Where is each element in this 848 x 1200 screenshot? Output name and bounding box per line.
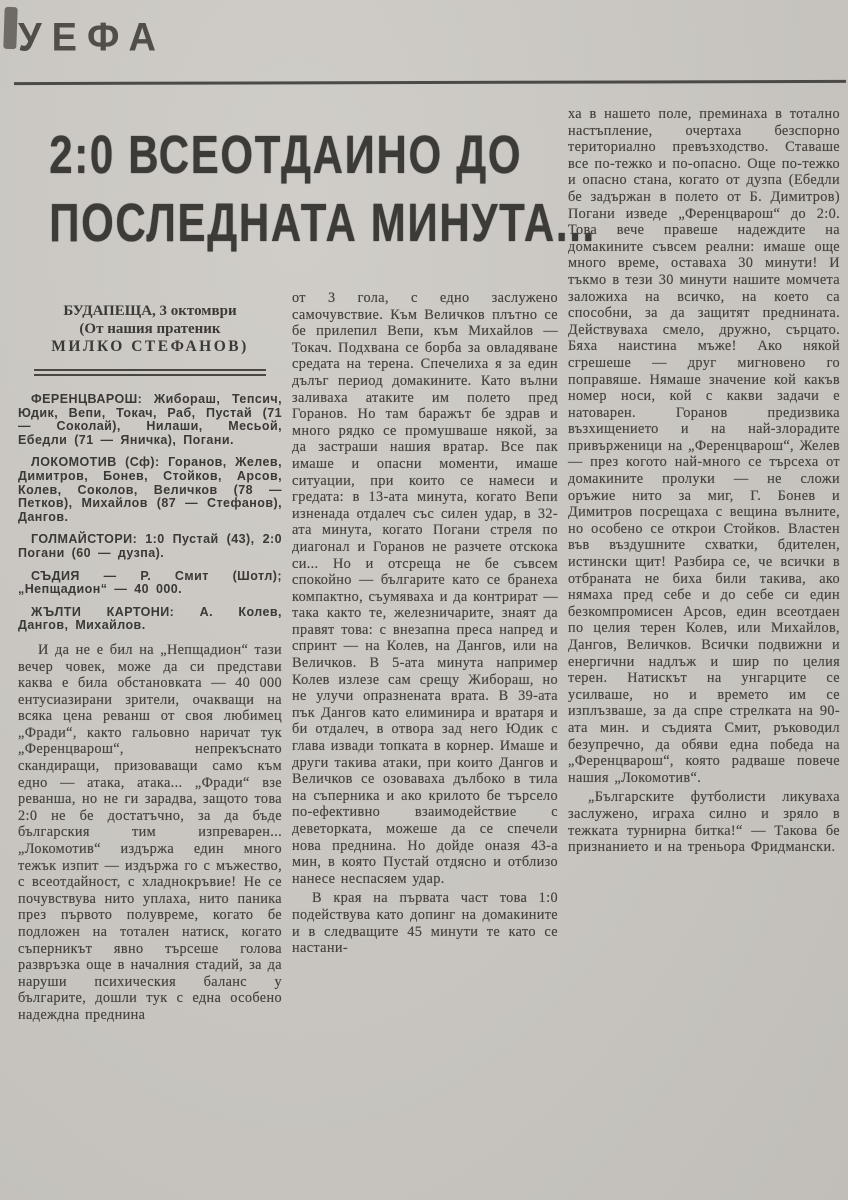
byline-dateline: БУДАПЕЩА, 3 октомври — [63, 303, 237, 319]
byline-separator-rule — [34, 369, 266, 376]
lineup-lokomotiv-label: ЛОКОМОТИВ (Сф): — [31, 455, 160, 470]
goalscorers — [18, 533, 282, 560]
referee-attendance — [18, 570, 282, 597]
article-column-2 — [292, 290, 558, 960]
yellow-cards-text: А. Колев, Дангов, Михайлов. — [18, 604, 282, 633]
body-paragraph: В края на първата част това 1:0 подействува като допинг на домакините и в следващите 45 минути те като се настани- — [292, 890, 558, 957]
lineup-ferencvaros-label: ФЕРЕНЦВАРОШ: — [31, 392, 143, 406]
referee-label: СЪДИЯ — [31, 568, 80, 583]
referee-text: — Р. Смит (Шотл); „Непщадион“ — 40 000. — [18, 568, 282, 597]
body-paragraph: от 3 гола, с едно заслужено самочувствие. Към Величков плътно се бе прилепил Вепи, към Михайлов — Токач. Подхвана се борба за овладяване средата на терена. Спечелиха я за един дълъг период домакините. Като вълни заливаха атаките им полето пред Горанов. Но там баражът бе здрав и много рядко се промушваше някой, за да застраши нашия вратар. Все пак имаше и опасни моменти, имаше ситуации, при които се намеси и гредата: в 13-ата минута, когато Вепи изненада отдалеч със силен удар, в 32-ата минута, когато Погани стреля по диагонал и Горанов не разчете отскока си... Но и отсреща не бе съвсем спокойно — българите като се бранеха компактно, съумяваха и да контрират — така както те, железничарите, знаят да правят това: с внезапна преса напред и спринт — на Колев, на Дангов, или на Величков. В 5-ата минута например Колев излезе сам срещу Жибораш, но не улучи опразнената врата. В 39-ата пък Дангов като елиминира и вратаря и би отдалеч, в отвора зад него Юдик с глава извади топката в корнер. Имаше и други такива атаки, при които Дангов и Величков се озоваваха дълбоко в тила на съперника и ако крилото бе търсело по-ефективно взаимодействие с деветорката, можеше да се спечели нова преднина. Но дойде оназя 43-а мин, в която Пустай отдясно и отблизо нанесе неспасяем удар. — [292, 290, 558, 887]
byline-correspondent-intro: (От нашия пратеник — [79, 321, 221, 337]
lineup-lokomotiv — [18, 456, 282, 524]
scan-artifact-smudge — [3, 7, 17, 49]
body-paragraph: „Българските футболисти ликуваха заслужено, играха силно и зряло в тежката турнирна битка!“ — Такова бе признанието и на треньора Фридмански. — [568, 789, 840, 856]
goalscorers-label: ГОЛМАЙСТОРИ: — [31, 532, 138, 547]
article-column-1 — [18, 302, 282, 1027]
article-headline — [6, 118, 596, 254]
lineup-ferencvaros-players: Жибораш, Тепсич, Юдик, Вепи, Токач, Раб, Пустай (71 — Соколай), Нилаши, Месьой, Ебедли (71 — Яничка), Погани. — [18, 392, 282, 447]
yellow-cards-label: ЖЪЛТИ КАРТОНИ: — [31, 604, 175, 619]
byline-block — [18, 302, 282, 356]
lineup-ferencvaros — [18, 393, 282, 447]
byline-correspondent-name: МИЛКО СТЕФАНОВ) — [51, 338, 249, 355]
goalscorers-text: 1:0 Пустай (43), 2:0 Погани (60 — дузпа). — [18, 532, 282, 560]
body-paragraph: ха в нашето поле, преминаха в тотално настъпление, очертаха безспорно териториално превъзходство. Ставаше все по-тежко и по-опасно. Още по-тежко и опасно стана, когато от дузпа (Ебедли бе задържан в полето от Б. Димитров) Погани изведе „Ференцварош“ до 2:0. Това вече правеше надеждите на домакините съвсем реални: имаше още много време, оставаха 30 минути! И тъкмо в тези 30 минути нашите момчета заложиха на всичко, на което са способни, за да защитят преднината. Действуваха смело, дружно, сърцато. Бяха наистина мъже! Ако някой сгрешеше — друг мигновено го поправяше. Нямаше значение кой какъв номер носи, кой с какви задачи е натоварен. Горанов предизвика възхищението и на най-злорадите привърженици на „Ференцварош“, Желев — през когото най-много се търсеха от домакините пролуки — не сложи оръжие нито за миг, Г. Бонев и Димитров посрещаха с вещина вълните, но особено се открои Стойков. Властен във въздушните схватки, бдителен, истински щит! Разбира се, че всички в отбраната не биха били такива, ако нямаха пред себе и до себе си един безкомпромисен Арсов, един всеотдаен по целия терен Колев, или Михайлов, Дангов, Величков. Всички подвижни и енергични надлъж и шир по целия терен. Натискът на унгарците се усилваше, но и времето им се изплъзваше, за да спре стрелката на 90-ата мин. и съдията Смит, ръководил безупречно, да обяви една победа на „Ференцварош“, която радваше повече нашия „Локомотив“. — [568, 106, 840, 786]
section-kicker: УЕФА — [18, 16, 166, 61]
lineup-lokomotiv-players: Горанов, Желев, Димитров, Бонев, Стойков, Арсов, Колев, Соколов, Величков (78 — Петков), Михайлов (87 — Стефанов), Дангов. — [18, 455, 282, 524]
headline-line-1: 2:0 ВСЕОТДАИНО ДО — [49, 124, 523, 185]
headline-line-2: ПОСЛЕДНАТА МИНУТА... — [49, 192, 596, 253]
yellow-cards — [18, 606, 282, 633]
masthead-rule — [14, 80, 846, 85]
article-column-3 — [568, 106, 840, 859]
body-paragraph: И да не е бил на „Непщадион“ тази вечер човек, може да си представи каква е била обстановката — 40 000 ентусиазирани зрители, очакващи на всяка цена реванш от своя любимец „Фради“, както гальовно наричат тук „Ференцварош“, непрекъснато скандиращи, призоваващи само към едно — атака, атака... „Фради“ взе реванша, но не ги зарадва, защото това 2:0 не бе достатъчно, за да бъде българския тим изпреварен... „Локомотив“ издържа един много тежък изпит — издържа го с мъжество, с всеотдайност, с хладнокръвие! Не се почувствува нито уплаха, нито паника през първото полувреме, когато бе подложен на тотален натиск, когато съперникът явно търсеше голова развръзка още в началния стадий, за да наруши психическия баланс у българите, дошли тук с една особено надеждна преднина — [18, 641, 282, 1023]
